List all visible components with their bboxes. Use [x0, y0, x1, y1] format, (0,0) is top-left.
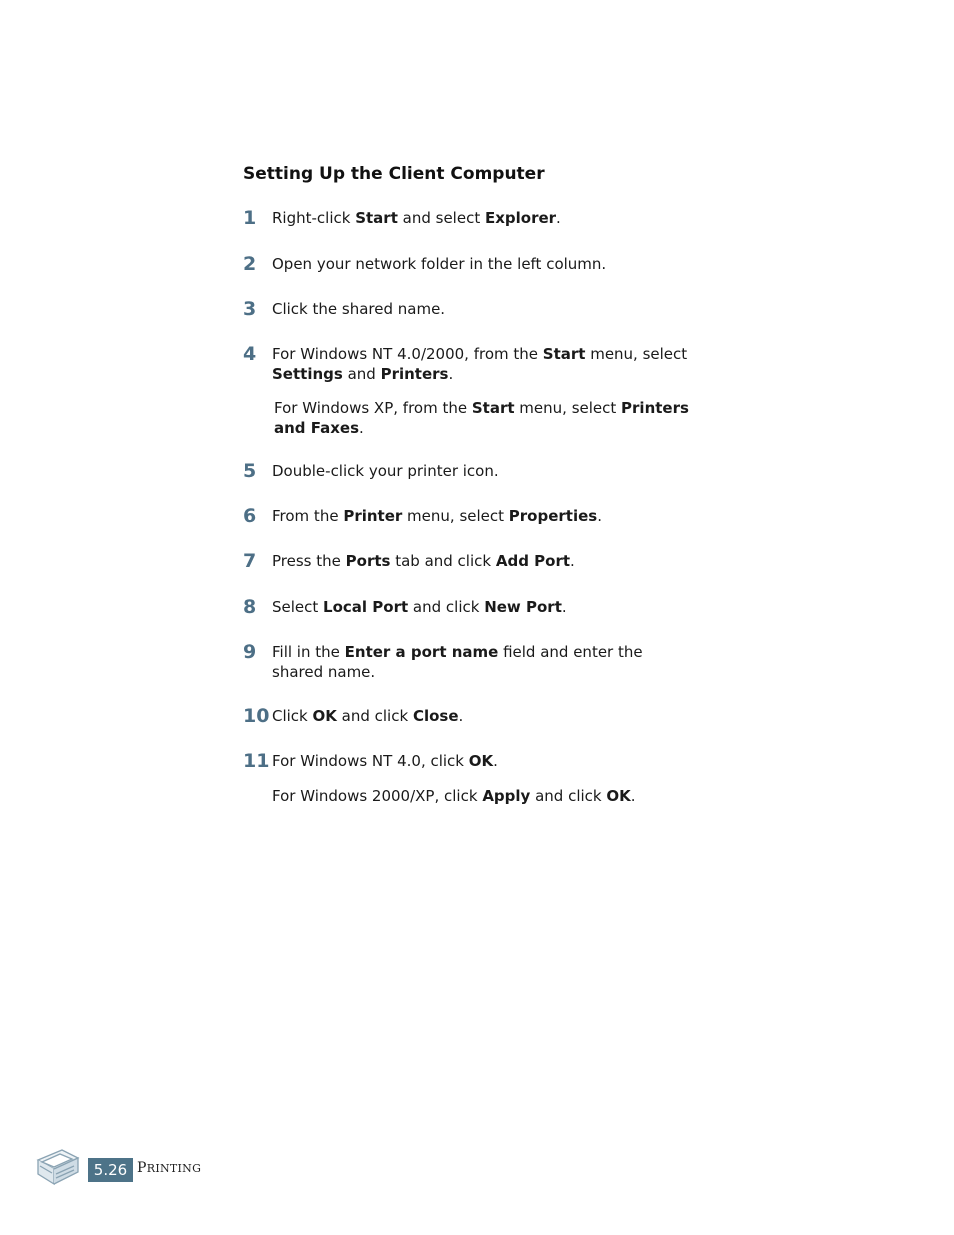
step-text: Open your network folder in the left column. [272, 255, 607, 273]
page-number: 5.26 [88, 1158, 133, 1182]
step-text: For Windows NT 4.0/2000, from the Start menu, select Settings and Printers. [272, 345, 688, 383]
step-number: 1 [243, 207, 257, 229]
section-name [137, 1160, 201, 1176]
step-number: 8 [243, 596, 257, 618]
step-number: 3 [243, 298, 257, 320]
step-number: 9 [243, 641, 257, 663]
step-text: Click the shared name. [272, 300, 446, 318]
step-number: 11 [243, 750, 270, 772]
step-note: For Windows 2000/XP, click Apply and click OK. [272, 787, 636, 805]
step-text: Click OK and click Close. [272, 707, 464, 725]
step-number: 5 [243, 460, 257, 482]
step-text: Select Local Port and click New Port. [272, 598, 567, 616]
section-name-initial: P [137, 1160, 147, 1176]
section-name-rest: RINTING [146, 1162, 202, 1175]
step-text: Fill in the Enter a port name field and enter the shared name. [272, 643, 643, 681]
step-number: 7 [243, 550, 257, 572]
step-text: Double-click your printer icon. [272, 462, 499, 480]
step-number: 4 [243, 343, 257, 365]
step-text: Press the Ports tab and click Add Port. [272, 552, 575, 570]
step-number: 10 [243, 705, 270, 727]
section-title: Setting Up the Client Computer [243, 164, 545, 184]
step-text: From the Printer menu, select Properties. [272, 507, 602, 525]
step-text: Right-click Start and select Explorer. [272, 209, 561, 227]
step-note: For Windows XP, from the Start menu, select Printers and Faxes. [274, 399, 689, 437]
step-text: For Windows NT 4.0, click OK. [272, 752, 498, 770]
step-number: 2 [243, 253, 257, 275]
printer-icon [32, 1142, 82, 1192]
step-number: 6 [243, 505, 257, 527]
